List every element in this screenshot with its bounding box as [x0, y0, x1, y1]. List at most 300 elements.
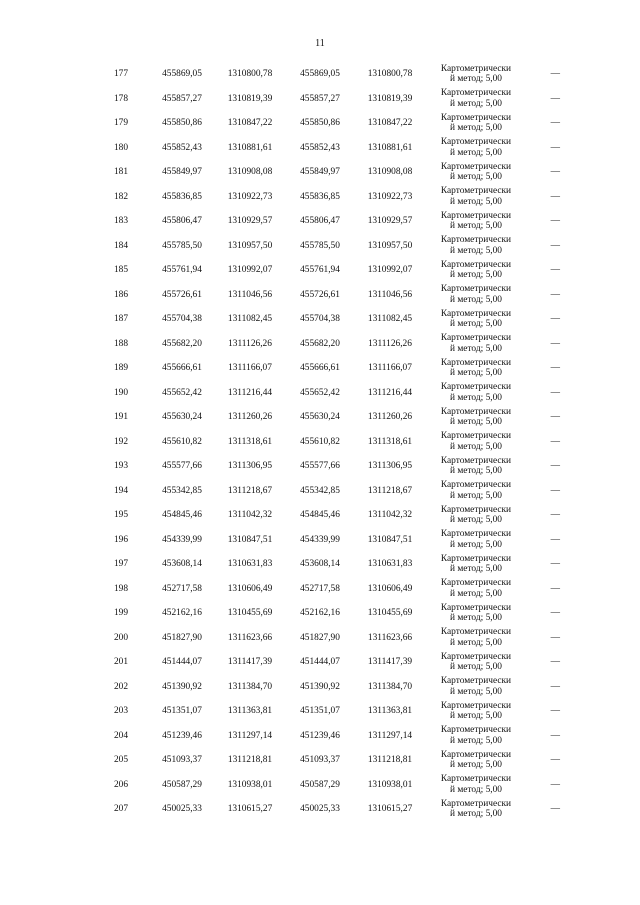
method-text-line-2: й метод; 5,00: [450, 784, 502, 795]
table-row: [92, 675, 560, 700]
method-text-line-2: й метод; 5,00: [450, 564, 502, 575]
description-cell: —: [550, 583, 560, 594]
method-text-line-2: й метод; 5,00: [450, 368, 502, 379]
table-row: [92, 258, 560, 283]
method-text-line-1: Картометрически: [440, 161, 512, 172]
method-text-line-1: Картометрически: [440, 333, 512, 344]
point-number-cell: 194: [113, 485, 129, 496]
x-coordinate-new-cell: 451390,92: [300, 681, 340, 692]
table-row: [92, 381, 560, 406]
point-number-cell: 191: [113, 412, 129, 423]
description-cell: —: [550, 412, 560, 423]
description-cell: —: [550, 657, 560, 668]
y-coordinate-new-cell: 1311046,56: [367, 289, 413, 300]
method-cell: [426, 454, 526, 479]
method-text-line-1: Картометрически: [440, 725, 512, 736]
x-coordinate-cell: 455342,85: [162, 485, 202, 496]
y-coordinate-new-cell: 1311042,32: [367, 510, 413, 521]
point-number-cell: 197: [113, 559, 129, 570]
point-number-cell: 200: [113, 632, 129, 643]
method-cell: [426, 258, 526, 283]
description-cell: —: [550, 632, 560, 643]
x-coordinate-new-cell: 455652,42: [300, 387, 340, 398]
x-coordinate-cell: 455850,86: [162, 118, 202, 129]
table-row: [92, 528, 560, 553]
method-text-line-2: й метод; 5,00: [450, 294, 502, 305]
method-cell: [426, 283, 526, 308]
description-cell: —: [550, 730, 560, 741]
x-coordinate-new-cell: 451093,37: [300, 755, 340, 766]
y-coordinate-cell: 1311216,44: [227, 387, 273, 398]
method-text-line-2: й метод; 5,00: [450, 466, 502, 477]
x-coordinate-new-cell: 455682,20: [300, 338, 340, 349]
method-text-line-2: й метод; 5,00: [450, 196, 502, 207]
method-text-line-1: Картометрически: [440, 137, 512, 148]
description-cell: —: [550, 706, 560, 717]
method-text-line-2: й метод; 5,00: [450, 392, 502, 403]
x-coordinate-cell: 455704,38: [162, 314, 202, 325]
point-number-cell: 203: [113, 706, 129, 717]
x-coordinate-cell: 451351,07: [162, 706, 202, 717]
x-coordinate-new-cell: 454339,99: [300, 534, 340, 545]
y-coordinate-new-cell: 1310922,73: [367, 191, 413, 202]
y-coordinate-cell: 1310929,57: [227, 216, 273, 227]
y-coordinate-cell: 1310922,73: [227, 191, 273, 202]
y-coordinate-new-cell: 1310455,69: [367, 608, 413, 619]
point-number-cell: 196: [113, 534, 129, 545]
y-coordinate-cell: 1311297,14: [227, 730, 273, 741]
x-coordinate-new-cell: 450025,33: [300, 804, 340, 815]
method-text-line-1: Картометрически: [440, 798, 512, 809]
method-text-line-1: Картометрически: [440, 63, 512, 74]
method-text-line-2: й метод; 5,00: [450, 490, 502, 501]
y-coordinate-new-cell: 1311218,67: [367, 485, 413, 496]
method-cell: [426, 381, 526, 406]
x-coordinate-cell: 455726,61: [162, 289, 202, 300]
method-text-line-2: й метод; 5,00: [450, 662, 502, 673]
y-coordinate-cell: 1311318,61: [227, 436, 273, 447]
method-text-line-2: й метод; 5,00: [450, 343, 502, 354]
y-coordinate-new-cell: 1310819,39: [367, 93, 413, 104]
table-row: [92, 283, 560, 308]
y-coordinate-new-cell: 1310847,51: [367, 534, 413, 545]
method-text-line-2: й метод; 5,00: [450, 147, 502, 158]
y-coordinate-new-cell: 1310908,08: [367, 167, 413, 178]
x-coordinate-new-cell: 451827,90: [300, 632, 340, 643]
method-text-line-1: Картометрически: [440, 382, 512, 393]
method-cell: [426, 111, 526, 136]
x-coordinate-new-cell: 455857,27: [300, 93, 340, 104]
method-text-line-1: Картометрически: [440, 88, 512, 99]
description-cell: —: [550, 461, 560, 472]
x-coordinate-new-cell: 455666,61: [300, 363, 340, 374]
x-coordinate-cell: 450587,29: [162, 779, 202, 790]
method-cell: [426, 601, 526, 626]
x-coordinate-new-cell: 452162,16: [300, 608, 340, 619]
y-coordinate-cell: 1310938,01: [227, 779, 273, 790]
x-coordinate-cell: 451239,46: [162, 730, 202, 741]
x-coordinate-new-cell: 455577,66: [300, 461, 340, 472]
description-cell: —: [550, 142, 560, 153]
x-coordinate-new-cell: 455785,50: [300, 240, 340, 251]
description-cell: —: [550, 69, 560, 80]
table-row: [92, 62, 560, 87]
table-row: [92, 356, 560, 381]
description-cell: —: [550, 510, 560, 521]
method-cell: [426, 773, 526, 798]
table-row: [92, 797, 560, 822]
method-text-line-1: Картометрически: [440, 627, 512, 638]
x-coordinate-cell: 455682,20: [162, 338, 202, 349]
description-cell: —: [550, 779, 560, 790]
method-text-line-2: й метод; 5,00: [450, 270, 502, 281]
description-cell: —: [550, 559, 560, 570]
y-coordinate-new-cell: 1310929,57: [367, 216, 413, 227]
method-text-line-1: Картометрически: [440, 676, 512, 687]
method-cell: [426, 62, 526, 87]
point-number-cell: 205: [113, 755, 129, 766]
point-number-cell: 193: [113, 461, 129, 472]
y-coordinate-new-cell: 1311623,66: [367, 632, 413, 643]
y-coordinate-cell: 1310908,08: [227, 167, 273, 178]
table-row: [92, 626, 560, 651]
y-coordinate-cell: 1310957,50: [227, 240, 273, 251]
y-coordinate-cell: 1310455,69: [227, 608, 273, 619]
x-coordinate-new-cell: 455704,38: [300, 314, 340, 325]
method-cell: [426, 87, 526, 112]
y-coordinate-cell: 1311306,95: [227, 461, 273, 472]
description-cell: —: [550, 363, 560, 374]
description-cell: —: [550, 265, 560, 276]
method-cell: [426, 675, 526, 700]
y-coordinate-new-cell: 1311218,81: [367, 755, 413, 766]
method-text-line-2: й метод; 5,00: [450, 613, 502, 624]
y-coordinate-new-cell: 1311082,45: [367, 314, 413, 325]
table-row: [92, 724, 560, 749]
table-row: [92, 650, 560, 675]
y-coordinate-new-cell: 1311306,95: [367, 461, 413, 472]
x-coordinate-cell: 451444,07: [162, 657, 202, 668]
method-text-line-2: й метод; 5,00: [450, 735, 502, 746]
point-number-cell: 181: [113, 167, 129, 178]
method-text-line-2: й метод; 5,00: [450, 809, 502, 820]
y-coordinate-new-cell: 1311384,70: [367, 681, 413, 692]
x-coordinate-new-cell: 455849,97: [300, 167, 340, 178]
x-coordinate-new-cell: 452717,58: [300, 583, 340, 594]
y-coordinate-cell: 1311260,26: [227, 412, 273, 423]
x-coordinate-cell: 455610,82: [162, 436, 202, 447]
method-cell: [426, 185, 526, 210]
description-cell: —: [550, 534, 560, 545]
x-coordinate-new-cell: 453608,14: [300, 559, 340, 570]
table-row: [92, 160, 560, 185]
method-text-line-2: й метод; 5,00: [450, 441, 502, 452]
method-cell: [426, 160, 526, 185]
method-text-line-1: Картометрически: [440, 406, 512, 417]
y-coordinate-cell: 1311082,45: [227, 314, 273, 325]
y-coordinate-new-cell: 1310938,01: [367, 779, 413, 790]
method-text-line-1: Картометрически: [440, 210, 512, 221]
method-text-line-1: Картометрически: [440, 357, 512, 368]
table-row: [92, 430, 560, 455]
method-text-line-2: й метод; 5,00: [450, 172, 502, 183]
table-row: [92, 405, 560, 430]
table-row: [92, 454, 560, 479]
point-number-cell: 199: [113, 608, 129, 619]
description-cell: —: [550, 314, 560, 325]
method-text-line-1: Картометрически: [440, 504, 512, 515]
table-row: [92, 185, 560, 210]
method-cell: [426, 209, 526, 234]
x-coordinate-cell: 455836,85: [162, 191, 202, 202]
x-coordinate-cell: 455857,27: [162, 93, 202, 104]
point-number-cell: 187: [113, 314, 129, 325]
method-cell: [426, 626, 526, 651]
method-text-line-2: й метод; 5,00: [450, 74, 502, 85]
y-coordinate-new-cell: 1311166,07: [368, 363, 412, 374]
description-cell: —: [550, 485, 560, 496]
page-number: 11: [315, 38, 325, 49]
method-text-line-2: й метод; 5,00: [450, 711, 502, 722]
table-row: [92, 332, 560, 357]
method-cell: [426, 552, 526, 577]
method-text-line-1: Картометрически: [440, 284, 512, 295]
y-coordinate-cell: 1311417,39: [227, 657, 273, 668]
table-row: [92, 234, 560, 259]
method-text-line-2: й метод; 5,00: [450, 98, 502, 109]
y-coordinate-cell: 1311166,07: [228, 363, 272, 374]
method-cell: [426, 577, 526, 602]
x-coordinate-cell: 451827,90: [162, 632, 202, 643]
table-row: [92, 307, 560, 332]
method-text-line-2: й метод; 5,00: [450, 588, 502, 599]
point-number-cell: 207: [113, 804, 129, 815]
table-row: [92, 773, 560, 798]
x-coordinate-new-cell: 455869,05: [300, 69, 340, 80]
method-text-line-1: Картометрически: [440, 553, 512, 564]
method-text-line-2: й метод; 5,00: [450, 319, 502, 330]
x-coordinate-cell: 455806,47: [162, 216, 202, 227]
method-text-line-2: й метод; 5,00: [450, 123, 502, 134]
point-number-cell: 202: [113, 681, 129, 692]
method-text-line-1: Картометрически: [440, 186, 512, 197]
method-cell: [426, 332, 526, 357]
method-text-line-1: Картометрически: [440, 308, 512, 319]
method-text-line-2: й метод; 5,00: [450, 245, 502, 256]
x-coordinate-cell: 455869,05: [162, 69, 202, 80]
point-number-cell: 182: [113, 191, 129, 202]
method-text-line-2: й метод; 5,00: [450, 221, 502, 232]
x-coordinate-new-cell: 451444,07: [300, 657, 340, 668]
coordinates-table: [92, 62, 560, 822]
description-cell: —: [550, 216, 560, 227]
description-cell: —: [550, 804, 560, 815]
method-text-line-1: Картометрически: [440, 235, 512, 246]
table-row: [92, 552, 560, 577]
method-cell: [426, 136, 526, 161]
method-cell: [426, 405, 526, 430]
point-number-cell: 192: [113, 436, 129, 447]
method-text-line-1: Картометрически: [440, 480, 512, 491]
method-text-line-2: й метод; 5,00: [450, 686, 502, 697]
method-cell: [426, 234, 526, 259]
x-coordinate-new-cell: 455852,43: [300, 142, 340, 153]
point-number-cell: 180: [113, 142, 129, 153]
y-coordinate-new-cell: 1311297,14: [367, 730, 413, 741]
point-number-cell: 186: [113, 289, 129, 300]
method-text-line-1: Картометрически: [440, 749, 512, 760]
y-coordinate-cell: 1311046,56: [227, 289, 273, 300]
method-text-line-1: Картометрически: [440, 578, 512, 589]
table-row: [92, 209, 560, 234]
y-coordinate-cell: 1310606,49: [227, 583, 273, 594]
description-cell: —: [550, 338, 560, 349]
point-number-cell: 178: [113, 93, 129, 104]
method-cell: [426, 503, 526, 528]
x-coordinate-cell: 455630,24: [162, 412, 202, 423]
y-coordinate-cell: 1311363,81: [227, 706, 273, 717]
description-cell: —: [550, 755, 560, 766]
x-coordinate-new-cell: 455836,85: [300, 191, 340, 202]
description-cell: —: [550, 191, 560, 202]
method-cell: [426, 699, 526, 724]
description-cell: —: [550, 93, 560, 104]
x-coordinate-cell: 451093,37: [162, 755, 202, 766]
y-coordinate-new-cell: 1310847,22: [367, 118, 413, 129]
description-cell: —: [550, 289, 560, 300]
point-number-cell: 179: [113, 118, 129, 129]
y-coordinate-new-cell: 1310881,61: [367, 142, 413, 153]
x-coordinate-new-cell: 451239,46: [300, 730, 340, 741]
y-coordinate-cell: 1310819,39: [227, 93, 273, 104]
y-coordinate-cell: 1310631,83: [227, 559, 273, 570]
x-coordinate-cell: 455577,66: [162, 461, 202, 472]
y-coordinate-new-cell: 1310631,83: [367, 559, 413, 570]
point-number-cell: 188: [113, 338, 129, 349]
method-cell: [426, 307, 526, 332]
description-cell: —: [550, 118, 560, 129]
y-coordinate-new-cell: 1311363,81: [367, 706, 413, 717]
method-text-line-1: Картометрически: [440, 455, 512, 466]
y-coordinate-new-cell: 1311260,26: [367, 412, 413, 423]
y-coordinate-cell: 1310800,78: [227, 69, 273, 80]
x-coordinate-new-cell: 455610,82: [300, 436, 340, 447]
method-text-line-2: й метод; 5,00: [450, 637, 502, 648]
x-coordinate-new-cell: 454845,46: [300, 510, 340, 521]
point-number-cell: 184: [113, 240, 129, 251]
point-number-cell: 189: [113, 363, 129, 374]
table-row: [92, 577, 560, 602]
method-text-line-2: й метод; 5,00: [450, 515, 502, 526]
method-cell: [426, 797, 526, 822]
x-coordinate-new-cell: 455806,47: [300, 216, 340, 227]
y-coordinate-cell: 1310992,07: [227, 265, 273, 276]
y-coordinate-cell: 1311218,67: [227, 485, 273, 496]
x-coordinate-cell: 455761,94: [162, 265, 202, 276]
method-text-line-2: й метод; 5,00: [450, 539, 502, 550]
table-row: [92, 748, 560, 773]
y-coordinate-cell: 1311623,66: [227, 632, 273, 643]
point-number-cell: 190: [113, 387, 129, 398]
description-cell: —: [550, 240, 560, 251]
point-number-cell: 185: [113, 265, 129, 276]
y-coordinate-cell: 1311384,70: [227, 681, 273, 692]
x-coordinate-new-cell: 455761,94: [300, 265, 340, 276]
x-coordinate-cell: 455852,43: [162, 142, 202, 153]
method-cell: [426, 724, 526, 749]
x-coordinate-new-cell: 455850,86: [300, 118, 340, 129]
method-cell: [426, 528, 526, 553]
method-cell: [426, 479, 526, 504]
y-coordinate-new-cell: 1311216,44: [367, 387, 413, 398]
y-coordinate-new-cell: 1310615,27: [367, 804, 413, 815]
x-coordinate-new-cell: 450587,29: [300, 779, 340, 790]
point-number-cell: 195: [113, 510, 129, 521]
x-coordinate-cell: 455652,42: [162, 387, 202, 398]
table-row: [92, 479, 560, 504]
point-number-cell: 204: [113, 730, 129, 741]
x-coordinate-new-cell: 455342,85: [300, 485, 340, 496]
x-coordinate-cell: 454845,46: [162, 510, 202, 521]
point-number-cell: 198: [113, 583, 129, 594]
table-row: [92, 111, 560, 136]
point-number-cell: 201: [113, 657, 129, 668]
method-text-line-2: й метод; 5,00: [450, 760, 502, 771]
y-coordinate-new-cell: 1310992,07: [367, 265, 413, 276]
point-number-cell: 177: [113, 69, 129, 80]
y-coordinate-new-cell: 1310800,78: [367, 69, 413, 80]
method-cell: [426, 748, 526, 773]
description-cell: —: [550, 167, 560, 178]
point-number-cell: 183: [113, 216, 129, 227]
table-row: [92, 136, 560, 161]
y-coordinate-cell: 1311042,32: [227, 510, 273, 521]
method-text-line-2: й метод; 5,00: [450, 417, 502, 428]
y-coordinate-cell: 1310847,22: [227, 118, 273, 129]
y-coordinate-new-cell: 1311126,26: [368, 338, 412, 349]
y-coordinate-cell: 1310615,27: [227, 804, 273, 815]
y-coordinate-new-cell: 1311417,39: [367, 657, 413, 668]
x-coordinate-cell: 453608,14: [162, 559, 202, 570]
description-cell: —: [550, 436, 560, 447]
y-coordinate-new-cell: 1310606,49: [367, 583, 413, 594]
method-text-line-1: Картометрически: [440, 112, 512, 123]
x-coordinate-cell: 455785,50: [162, 240, 202, 251]
method-text-line-1: Картометрически: [440, 602, 512, 613]
description-cell: —: [550, 681, 560, 692]
method-text-line-1: Картометрически: [440, 651, 512, 662]
x-coordinate-cell: 451390,92: [162, 681, 202, 692]
y-coordinate-new-cell: 1310957,50: [367, 240, 413, 251]
x-coordinate-new-cell: 451351,07: [300, 706, 340, 717]
point-number-cell: 206: [113, 779, 129, 790]
x-coordinate-cell: 452717,58: [162, 583, 202, 594]
table-row: [92, 503, 560, 528]
x-coordinate-new-cell: 455726,61: [300, 289, 340, 300]
method-cell: [426, 356, 526, 381]
x-coordinate-new-cell: 455630,24: [300, 412, 340, 423]
y-coordinate-cell: 1310881,61: [227, 142, 273, 153]
y-coordinate-cell: 1311126,26: [228, 338, 272, 349]
table-row: [92, 699, 560, 724]
y-coordinate-new-cell: 1311318,61: [367, 436, 413, 447]
y-coordinate-cell: 1310847,51: [227, 534, 273, 545]
method-cell: [426, 430, 526, 455]
x-coordinate-cell: 450025,33: [162, 804, 202, 815]
y-coordinate-cell: 1311218,81: [227, 755, 273, 766]
x-coordinate-cell: 455849,97: [162, 167, 202, 178]
method-text-line-1: Картометрически: [440, 700, 512, 711]
